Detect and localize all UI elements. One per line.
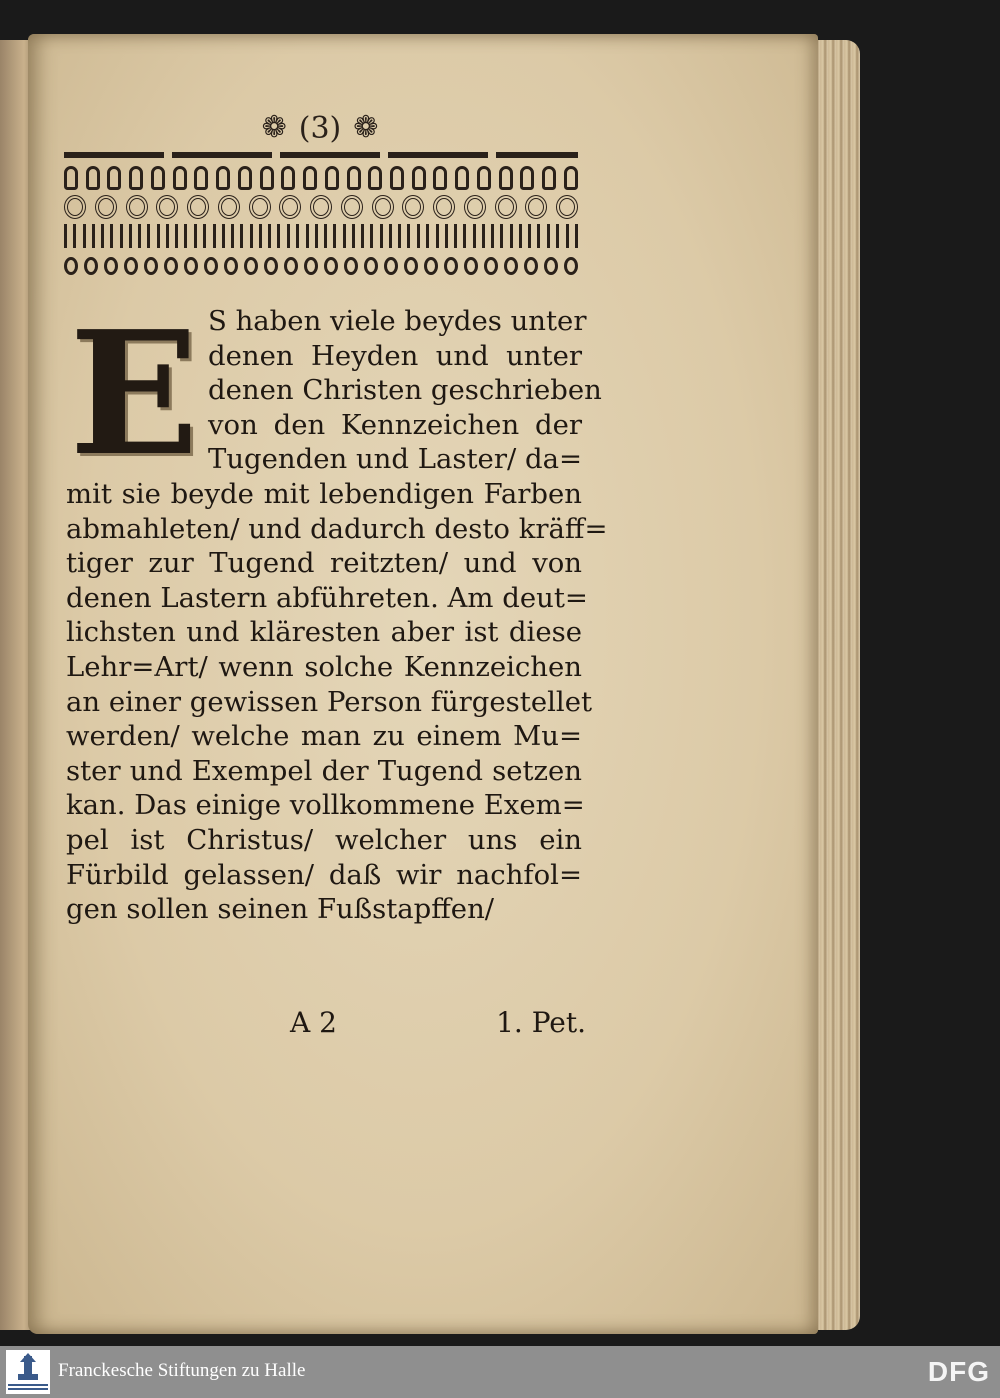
ornament-glyph-icon <box>304 257 318 275</box>
ornament-glyph-icon <box>64 257 78 275</box>
ornament-glyph-icon <box>164 257 178 275</box>
ornament-glyph-icon <box>120 224 132 248</box>
ornament-glyph-icon <box>384 257 398 275</box>
viewer-footer <box>0 1346 1000 1398</box>
text-line: tiger zur Tugend reitzten/ und von <box>66 547 582 580</box>
ornament-glyph-icon <box>284 257 298 275</box>
decorative-headpiece <box>64 166 578 280</box>
ornament-glyph-icon <box>279 195 301 219</box>
ornament-glyph-icon <box>436 224 448 248</box>
ornament-glyph-icon <box>306 224 318 248</box>
ornament-glyph-icon <box>372 195 394 219</box>
text-line: abmahleten/ und dadurch desto kräff= <box>66 512 608 545</box>
text-line: von den Kennzeichen der <box>208 408 582 441</box>
ornament-glyph-icon <box>95 195 117 219</box>
text-line: an einer gewissen Person fürgestellet <box>66 685 593 718</box>
ornament-glyph-icon <box>213 224 225 248</box>
ornament-glyph-icon <box>341 195 363 219</box>
ornament-glyph-icon <box>343 224 355 248</box>
text-line: gen sollen seinen Fußstapffen/ <box>66 893 495 926</box>
ornament-glyph-icon <box>368 166 382 190</box>
text-line: denen Christen geschrieben <box>208 374 602 407</box>
text-line: kan. Das einige vollkommene Exem= <box>66 789 585 822</box>
ornament-glyph-icon <box>83 224 95 248</box>
ornament-glyph-icon <box>126 195 148 219</box>
ornament-glyph-icon <box>216 166 230 190</box>
text-line: ster und Exempel der Tugend setzen <box>66 754 582 787</box>
ornament-glyph-icon <box>542 166 556 190</box>
header-rule <box>64 152 578 158</box>
ornament-glyph-icon <box>524 257 538 275</box>
ornament-glyph-icon <box>144 257 158 275</box>
ornament-glyph-icon <box>124 257 138 275</box>
ornament-glyph-icon <box>491 224 503 248</box>
initial-letter: E <box>69 294 199 494</box>
ornament-glyph-icon <box>528 224 540 248</box>
ornament-glyph-icon <box>260 166 274 190</box>
ornament-glyph-icon <box>64 224 76 248</box>
ornament-glyph-icon <box>194 166 208 190</box>
dfg-logo-icon[interactable]: DFG <box>927 1356 990 1387</box>
ornament-glyph-icon <box>566 224 578 248</box>
ornament-glyph-icon <box>510 224 522 248</box>
ornament-glyph-icon <box>194 224 206 248</box>
page-footer-marks <box>290 1006 586 1046</box>
ornament-glyph-icon <box>433 166 447 190</box>
ornament-glyph-icon <box>238 166 252 190</box>
ornament-glyph-icon <box>264 257 278 275</box>
ornament-glyph-icon <box>444 257 458 275</box>
text-line: werden/ welche man zu einem Mu= <box>66 720 582 753</box>
ornament-glyph-icon <box>398 224 410 248</box>
ornament-glyph-icon <box>473 224 485 248</box>
ornament-glyph-icon <box>175 224 187 248</box>
ornament-glyph-icon <box>244 257 258 275</box>
text-line: S haben viele beydes unter <box>208 305 587 337</box>
ornament-glyph-icon <box>404 257 418 275</box>
ornament-glyph-icon <box>504 257 518 275</box>
ornament-glyph-icon <box>412 166 426 190</box>
text-line: denen Lastern abführeten. Am deut= <box>66 581 588 614</box>
ornament-glyph-icon <box>417 224 429 248</box>
institution-name[interactable]: Franckesche Stiftungen zu Halle <box>58 1360 306 1381</box>
ornament-glyph-icon <box>324 257 338 275</box>
ornament-glyph-icon <box>151 166 165 190</box>
ornament-row <box>64 166 578 192</box>
ornament-glyph-icon <box>464 257 478 275</box>
ornament-glyph-icon <box>156 195 178 219</box>
ornament-glyph-icon <box>424 257 438 275</box>
ornament-glyph-icon <box>455 166 469 190</box>
text-line: pel ist Christus/ welcher uns ein <box>66 823 582 856</box>
ornament-glyph-icon <box>138 224 150 248</box>
ornament-glyph-icon <box>64 166 78 190</box>
ornament-glyph-icon <box>525 195 547 219</box>
ornament-glyph-icon <box>547 224 559 248</box>
page-number: (3) <box>298 110 342 146</box>
page-header <box>240 106 400 150</box>
text-line: lichsten und kläresten aber ist diese <box>66 616 582 649</box>
ornament-glyph-icon <box>249 195 271 219</box>
ornament-glyph-icon <box>477 166 491 190</box>
text-line: mit sie beyde mit lebendigen Farben <box>66 477 582 510</box>
ornament-glyph-icon <box>454 224 466 248</box>
text-line: Fürbild gelassen/ daß wir nachfol= <box>66 858 582 891</box>
ornament-glyph-icon <box>268 224 280 248</box>
ornament-glyph-icon <box>464 195 486 219</box>
ornament-glyph-icon <box>364 257 378 275</box>
ornament-glyph-icon <box>157 224 169 248</box>
ornament-glyph-icon <box>484 257 498 275</box>
ornament-glyph-icon <box>390 166 404 190</box>
body-text <box>66 294 608 927</box>
ornament-glyph-icon <box>344 257 358 275</box>
text-line: Lehr=Art/ wenn solche Kennzeichen <box>66 650 582 683</box>
ornament-glyph-icon <box>433 195 455 219</box>
ornament-row <box>64 195 578 221</box>
ornament-glyph-icon <box>556 195 578 219</box>
ornament-glyph-icon <box>310 195 332 219</box>
ornament-glyph-icon <box>499 166 513 190</box>
ornament-glyph-icon <box>303 166 317 190</box>
signature-mark: A 2 <box>290 1006 337 1039</box>
ornament-glyph-icon <box>184 257 198 275</box>
ornament-glyph-icon <box>104 257 118 275</box>
ornament-glyph-icon <box>101 224 113 248</box>
ornament-glyph-icon <box>84 257 98 275</box>
ornament-glyph-icon <box>361 224 373 248</box>
ornament-glyph-icon <box>204 257 218 275</box>
ornament-glyph-icon <box>173 166 187 190</box>
ornament-glyph-icon <box>64 195 86 219</box>
ornament-row <box>64 224 578 250</box>
flower-ornament-icon: ❁ <box>261 110 287 145</box>
text-line: denen Heyden und unter <box>208 339 582 372</box>
catchword: 1. Pet. <box>496 1006 586 1039</box>
flower-ornament-icon: ❁ <box>353 110 379 145</box>
ornament-glyph-icon <box>187 195 209 219</box>
ornament-glyph-icon <box>347 166 361 190</box>
text-line: Tugenden und Laster/ da= <box>208 443 583 476</box>
ornament-glyph-icon <box>231 224 243 248</box>
ornament-glyph-icon <box>218 195 240 219</box>
ornament-glyph-icon <box>287 224 299 248</box>
ornament-glyph-icon <box>281 166 295 190</box>
ornament-glyph-icon <box>402 195 424 219</box>
ornament-glyph-icon <box>129 166 143 190</box>
ornament-glyph-icon <box>107 166 121 190</box>
ornament-glyph-icon <box>544 257 558 275</box>
institution-logo-icon[interactable] <box>6 1350 50 1394</box>
ornament-glyph-icon <box>324 224 336 248</box>
ornament-glyph-icon <box>495 195 517 219</box>
ornament-glyph-icon <box>250 224 262 248</box>
ornament-glyph-icon <box>564 166 578 190</box>
ornament-glyph-icon <box>86 166 100 190</box>
ornament-glyph-icon <box>564 257 578 275</box>
ornament-glyph-icon <box>325 166 339 190</box>
ornament-glyph-icon <box>520 166 534 190</box>
ornament-glyph-icon <box>224 257 238 275</box>
ornament-glyph-icon <box>380 224 392 248</box>
ornament-row <box>64 253 578 279</box>
